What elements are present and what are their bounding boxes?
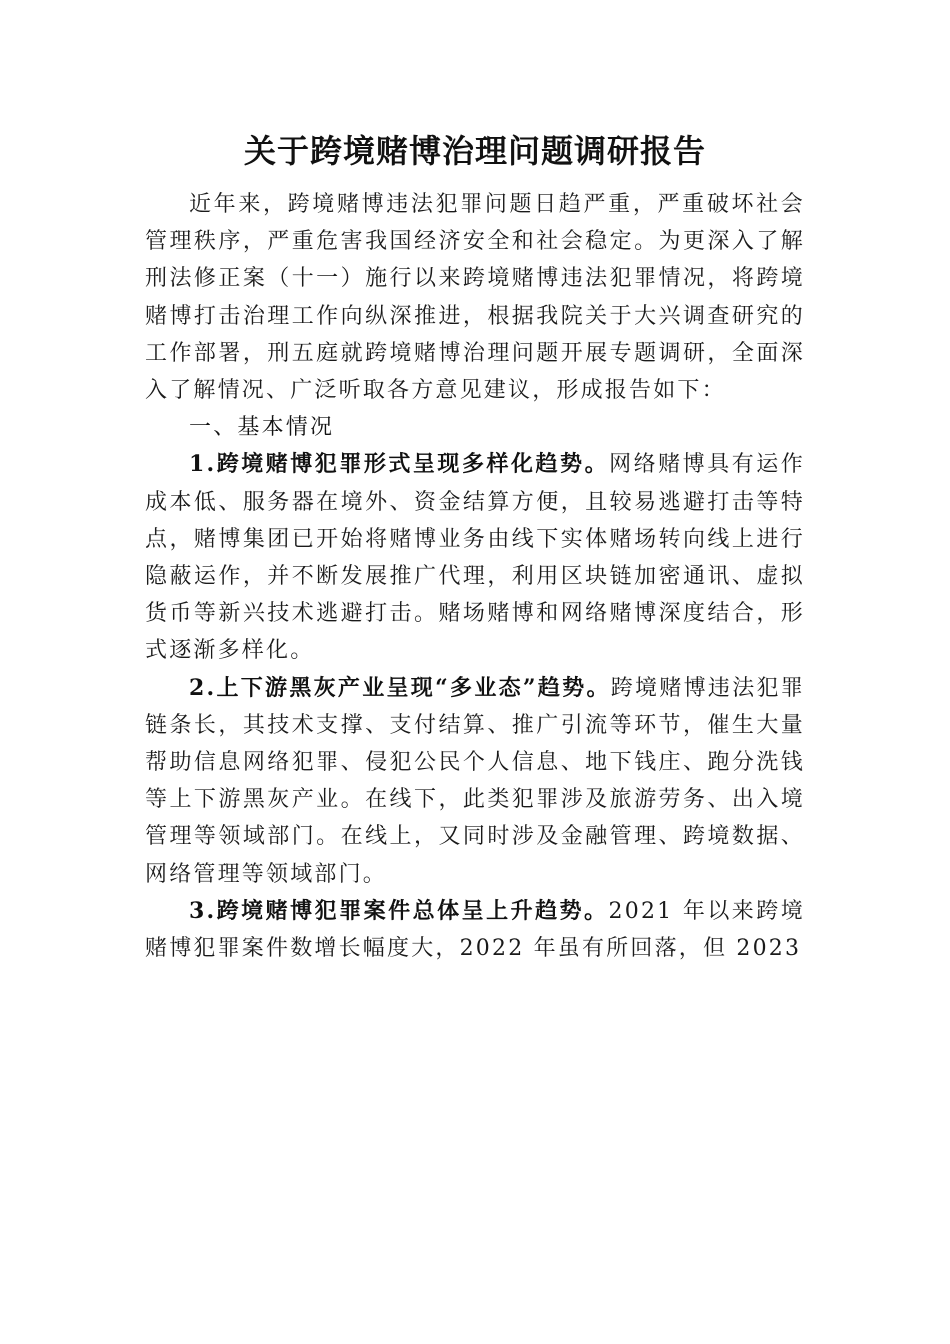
item-paragraph-2 — [145, 670, 805, 893]
item-lead-1: 1.跨境赌博犯罪形式呈现多样化趋势。 — [189, 451, 610, 478]
item-paragraph-1 — [145, 446, 805, 669]
item-lead-3: 3.跨境赌博犯罪案件总体呈上升趋势。 — [189, 897, 609, 924]
item-text-3: 2021 年以来跨境赌博犯罪案件数增长幅度大，2022 年虽有所回落，但 2023 — [145, 898, 805, 962]
section-heading-basic-situation: 一、基本情况 — [189, 415, 335, 441]
item-paragraph-3 — [145, 893, 805, 967]
item-text-2: 跨境赌博违法犯罪链条长，其技术支撑、支付结算、推广引流等环节，催生大量帮助信息网络犯罪、侵犯公民个人信息、地下钱庄、跑分洗钱等上下游黑灰产业。在线下，此类犯罪涉及旅游劳务、出入境管理等领域部门。在线上，又同时涉及金融管理、跨境数据、网络管理等领域部门。 — [145, 675, 805, 887]
document-title: 关于跨境赌博治理问题调研报告 — [243, 132, 706, 170]
item-text-1: 网络赌博具有运作成本低、服务器在境外、资金结算方便，且较易逃避打击等特点，赌博集团已开始将赌博业务由线下实体赌场转向线上进行隐蔽运作，并不断发展推广代理，利用区块链加密通讯、虚拟货币等新兴技术逃避打击。赌场赌博和网络赌博深度结合，形式逐渐多样化。 — [145, 452, 805, 664]
intro-paragraph: 近年来，跨境赌博违法犯罪问题日趋严重，严重破坏社会管理秩序，严重危害我国经济安全和社会稳定。为更深入了解刑法修正案（十一）施行以来跨境赌博违法犯罪情况，将跨境赌博打击治理工作向纵深推进，根据我院关于大兴调查研究的工作部署，刑五庭就跨境赌博治理问题开展专题调研，全面深入了解情况、广泛听取各方意见建议，形成报告如下： — [145, 192, 805, 404]
document-body — [145, 186, 805, 967]
item-lead-2: 2.上下游黑灰产业呈现“多业态”趋势。 — [189, 674, 611, 701]
